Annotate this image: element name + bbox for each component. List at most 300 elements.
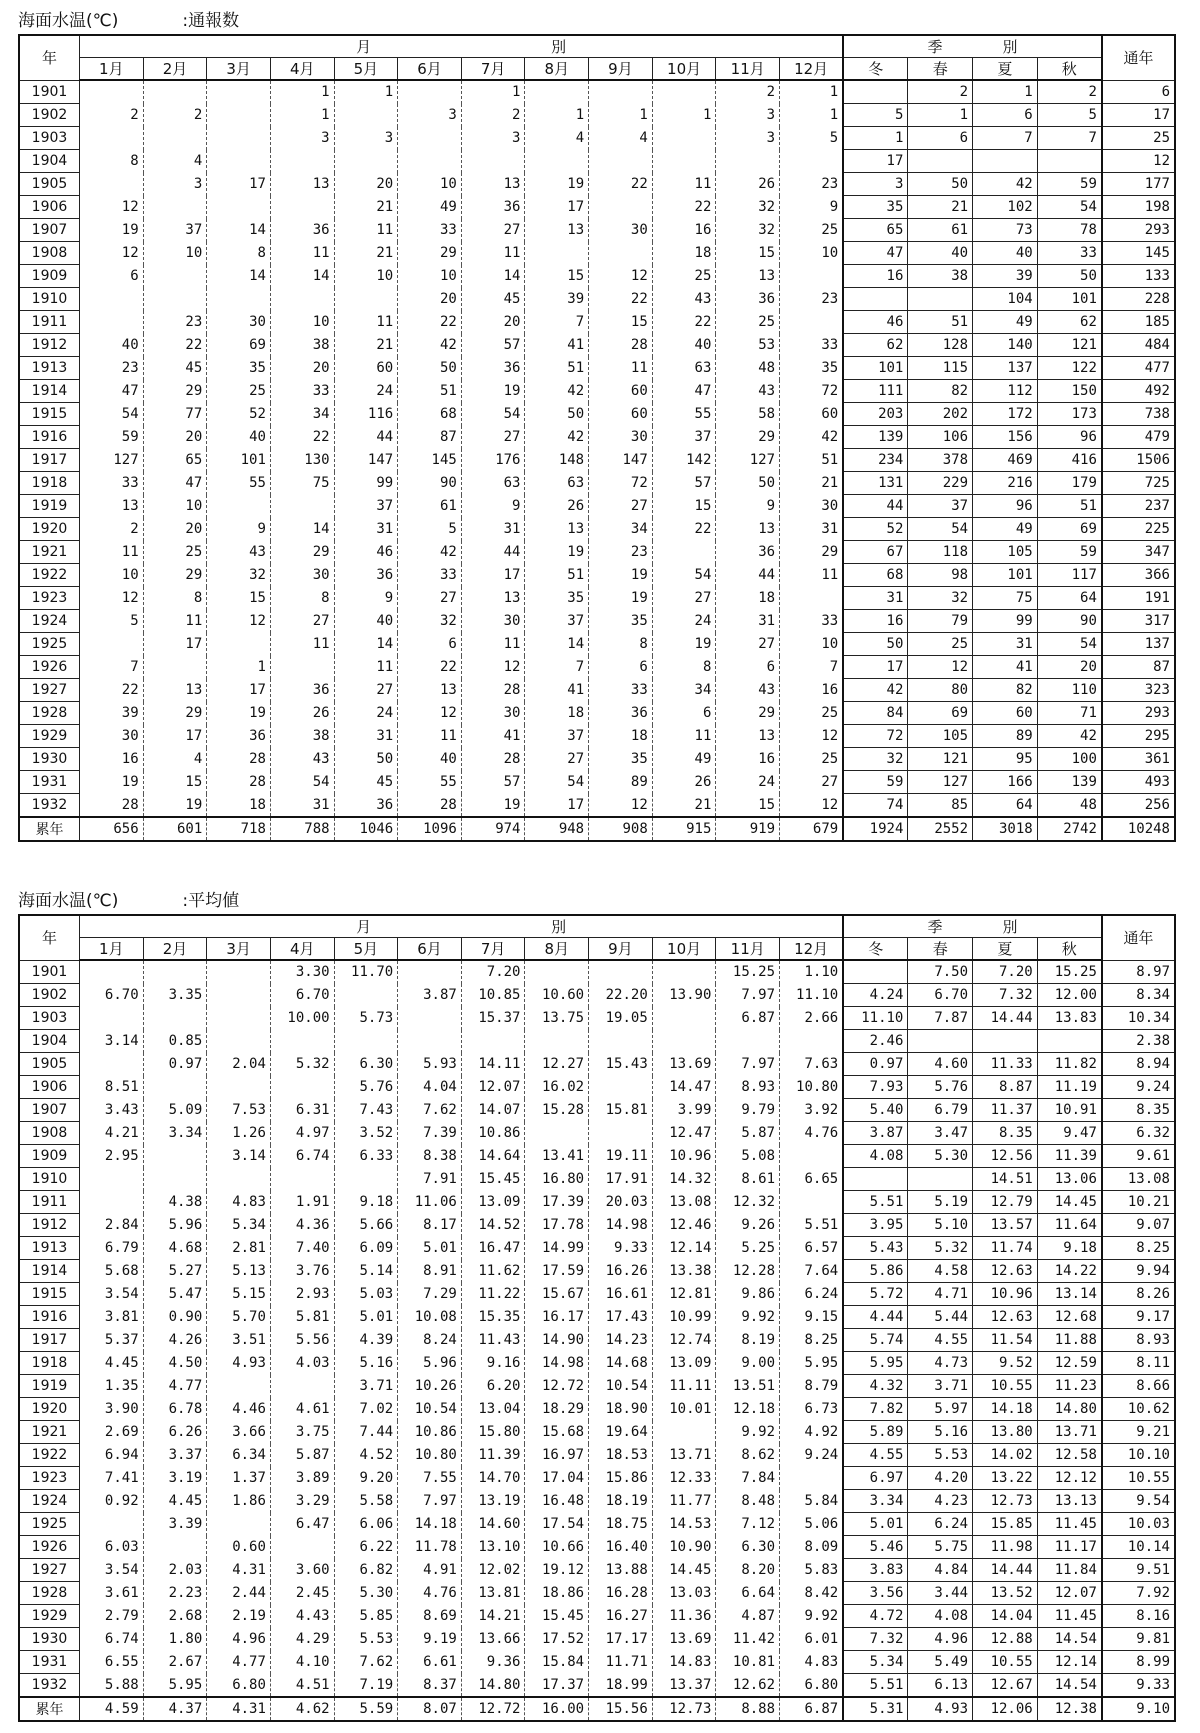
value-cell: 30 — [589, 219, 653, 242]
table-row — [19, 472, 1175, 495]
value-cell: 9.52 — [973, 1352, 1038, 1375]
value-cell: 60 — [589, 380, 653, 403]
table-row — [19, 541, 1175, 564]
value-cell: 30 — [461, 702, 525, 725]
value-cell: 38 — [270, 725, 334, 748]
value-cell: 11.45 — [1037, 1605, 1102, 1628]
total-row — [19, 817, 1175, 841]
value-cell: 33 — [270, 380, 334, 403]
value-cell — [270, 196, 334, 219]
value-cell: 28 — [207, 771, 271, 794]
value-cell: 5.43 — [843, 1237, 908, 1260]
table-row — [19, 265, 1175, 288]
value-cell: 21 — [908, 196, 973, 219]
value-cell: 137 — [973, 357, 1038, 380]
value-cell: 64 — [973, 794, 1038, 818]
value-cell: 6.24 — [780, 1283, 844, 1306]
value-cell: 127 — [908, 771, 973, 794]
value-cell: 9.17 — [1102, 1306, 1175, 1329]
value-cell: 5.32 — [270, 1053, 334, 1076]
value-cell: 34 — [270, 403, 334, 426]
value-cell: 13 — [716, 265, 780, 288]
value-cell: 4.59 — [80, 1697, 144, 1721]
value-cell: 17.91 — [589, 1168, 653, 1191]
value-cell — [525, 150, 589, 173]
value-cell: 25 — [143, 541, 207, 564]
value-cell: 10.96 — [973, 1283, 1038, 1306]
value-cell: 5.06 — [780, 1513, 844, 1536]
value-cell: 11 — [589, 357, 653, 380]
value-cell: 32 — [398, 610, 462, 633]
table-row — [19, 1145, 1175, 1168]
value-cell: 3.37 — [143, 1444, 207, 1467]
value-cell — [80, 1168, 144, 1191]
value-cell: 15.25 — [1037, 960, 1102, 984]
value-cell: 3 — [843, 173, 908, 196]
table-row — [19, 984, 1175, 1007]
value-cell: 2.04 — [207, 1053, 271, 1076]
value-cell: 7 — [1037, 127, 1102, 150]
value-cell: 31 — [334, 725, 398, 748]
value-cell: 16.26 — [589, 1260, 653, 1283]
value-cell — [334, 150, 398, 173]
value-cell: 96 — [973, 495, 1038, 518]
value-cell: 11.45 — [1037, 1513, 1102, 1536]
value-cell — [143, 265, 207, 288]
value-cell: 12 — [780, 794, 844, 818]
value-cell: 7.32 — [843, 1628, 908, 1651]
value-cell: 4.92 — [780, 1421, 844, 1444]
month-header: 7月 — [461, 58, 525, 81]
table-row — [19, 1168, 1175, 1191]
value-cell: 8.93 — [716, 1076, 780, 1099]
value-cell: 27 — [525, 748, 589, 771]
value-cell: 14.51 — [973, 1168, 1038, 1191]
value-cell: 11 — [80, 541, 144, 564]
season-header: 春 — [908, 938, 973, 961]
month-header: 8月 — [525, 938, 589, 961]
value-cell: 4.60 — [908, 1053, 973, 1076]
value-cell — [207, 127, 271, 150]
value-cell: 9 — [207, 518, 271, 541]
month-header: 9月 — [589, 938, 653, 961]
table-row — [19, 748, 1175, 771]
value-cell: 40 — [334, 610, 398, 633]
value-cell: 44 — [843, 495, 908, 518]
value-cell: 13.38 — [652, 1260, 716, 1283]
table-row — [19, 426, 1175, 449]
value-cell: 59 — [80, 426, 144, 449]
value-cell: 4.21 — [80, 1122, 144, 1145]
value-cell: 7.63 — [780, 1053, 844, 1076]
season-group-header: 季 別 — [843, 915, 1102, 938]
value-cell: 25 — [780, 748, 844, 771]
table-row — [19, 1214, 1175, 1237]
value-cell: 13.14 — [1037, 1283, 1102, 1306]
value-cell: 323 — [1102, 679, 1175, 702]
value-cell: 71 — [1037, 702, 1102, 725]
year-cell: 1927 — [19, 679, 80, 702]
value-cell — [780, 1030, 844, 1053]
total-row — [19, 1697, 1175, 1721]
value-cell: 256 — [1102, 794, 1175, 818]
value-cell: 16.80 — [525, 1168, 589, 1191]
value-cell: 5.76 — [334, 1076, 398, 1099]
value-cell: 31 — [334, 518, 398, 541]
value-cell: 10.62 — [1102, 1398, 1175, 1421]
value-cell: 16.02 — [525, 1076, 589, 1099]
value-cell: 5.51 — [843, 1191, 908, 1214]
value-cell: 11.77 — [652, 1490, 716, 1513]
table-row — [19, 1582, 1175, 1605]
value-cell — [525, 1122, 589, 1145]
table-row — [19, 1007, 1175, 1030]
report-count-section — [18, 8, 1176, 842]
value-cell: 5.16 — [334, 1352, 398, 1375]
value-cell: 22 — [80, 679, 144, 702]
value-cell: 19 — [525, 173, 589, 196]
value-cell: 3.44 — [908, 1582, 973, 1605]
value-cell: 4.24 — [843, 984, 908, 1007]
value-cell: 36 — [334, 794, 398, 818]
value-cell: 166 — [973, 771, 1038, 794]
value-cell: 33 — [398, 564, 462, 587]
year-cell: 1930 — [19, 748, 80, 771]
value-cell: 295 — [1102, 725, 1175, 748]
value-cell: 20 — [398, 288, 462, 311]
value-cell — [143, 1536, 207, 1559]
value-cell: 43 — [716, 380, 780, 403]
value-cell — [973, 150, 1038, 173]
year-cell: 1906 — [19, 196, 80, 219]
value-cell: 10 — [780, 242, 844, 265]
value-cell: 26 — [652, 771, 716, 794]
month-header: 12月 — [780, 58, 844, 81]
value-cell: 24 — [652, 610, 716, 633]
value-cell: 4.45 — [80, 1352, 144, 1375]
value-cell: 15.84 — [525, 1651, 589, 1674]
month-header: 9月 — [589, 58, 653, 81]
value-cell: 15.35 — [461, 1306, 525, 1329]
value-cell: 2.79 — [80, 1605, 144, 1628]
value-cell: 10.99 — [652, 1306, 716, 1329]
value-cell — [207, 1168, 271, 1191]
value-cell: 13 — [398, 679, 462, 702]
value-cell: 9.36 — [461, 1651, 525, 1674]
value-cell: 15 — [716, 242, 780, 265]
value-cell: 1 — [780, 104, 844, 127]
value-cell: 14 — [270, 265, 334, 288]
value-cell: 1 — [780, 80, 844, 104]
value-cell: 28 — [398, 794, 462, 818]
average-value-table — [18, 914, 1176, 1722]
value-cell: 54 — [652, 564, 716, 587]
year-cell: 1908 — [19, 242, 80, 265]
value-cell: 13.90 — [652, 984, 716, 1007]
value-cell: 8.17 — [398, 1214, 462, 1237]
value-cell: 22 — [589, 173, 653, 196]
value-cell: 237 — [1102, 495, 1175, 518]
value-cell: 13 — [80, 495, 144, 518]
value-cell: 13.66 — [461, 1628, 525, 1651]
value-cell: 7.02 — [334, 1398, 398, 1421]
value-cell: 32 — [843, 748, 908, 771]
value-cell: 20 — [143, 426, 207, 449]
value-cell: 9.33 — [589, 1237, 653, 1260]
value-cell: 9 — [334, 587, 398, 610]
value-cell: 12 — [1102, 150, 1175, 173]
value-cell: 46 — [334, 541, 398, 564]
value-cell: 16.97 — [525, 1444, 589, 1467]
value-cell — [207, 1007, 271, 1030]
value-cell: 7.20 — [461, 960, 525, 984]
value-cell: 2 — [461, 104, 525, 127]
value-cell: 919 — [716, 817, 780, 841]
value-cell: 3 — [143, 173, 207, 196]
value-cell: 13 — [461, 173, 525, 196]
value-cell: 13 — [525, 518, 589, 541]
value-cell: 19 — [461, 794, 525, 818]
value-cell: 18.86 — [525, 1582, 589, 1605]
value-cell: 29 — [143, 380, 207, 403]
value-cell: 4.76 — [398, 1582, 462, 1605]
value-cell: 172 — [973, 403, 1038, 426]
value-cell: 29 — [270, 541, 334, 564]
value-cell: 147 — [334, 449, 398, 472]
value-cell: 347 — [1102, 541, 1175, 564]
value-cell: 25 — [207, 380, 271, 403]
value-cell: 49 — [973, 311, 1038, 334]
value-cell: 601 — [143, 817, 207, 841]
value-cell: 12.02 — [461, 1559, 525, 1582]
value-cell: 14.99 — [525, 1237, 589, 1260]
value-cell: 4.87 — [716, 1605, 780, 1628]
value-cell: 13.52 — [973, 1582, 1038, 1605]
value-cell — [908, 1168, 973, 1191]
value-cell: 4.31 — [207, 1697, 271, 1721]
value-cell: 29 — [716, 426, 780, 449]
value-cell: 15.43 — [589, 1053, 653, 1076]
value-cell: 19 — [589, 564, 653, 587]
value-cell: 9.94 — [1102, 1260, 1175, 1283]
value-cell: 10.86 — [461, 1122, 525, 1145]
value-cell: 16 — [780, 679, 844, 702]
value-cell: 13.71 — [1037, 1421, 1102, 1444]
value-cell: 202 — [908, 403, 973, 426]
value-cell: 3.30 — [270, 960, 334, 984]
value-cell: 72 — [780, 380, 844, 403]
value-cell: 9.51 — [1102, 1559, 1175, 1582]
value-cell: 5.97 — [908, 1398, 973, 1421]
value-cell: 90 — [398, 472, 462, 495]
value-cell: 22 — [652, 518, 716, 541]
value-cell — [207, 984, 271, 1007]
table-row — [19, 794, 1175, 818]
value-cell: 7.41 — [80, 1467, 144, 1490]
value-cell: 15.25 — [716, 960, 780, 984]
year-cell: 1908 — [19, 1122, 80, 1145]
value-cell: 7 — [525, 311, 589, 334]
value-cell: 8 — [143, 587, 207, 610]
table-row — [19, 334, 1175, 357]
year-cell: 1917 — [19, 449, 80, 472]
value-cell — [908, 150, 973, 173]
value-cell: 16.40 — [589, 1536, 653, 1559]
table-row — [19, 1467, 1175, 1490]
value-cell: 12.88 — [973, 1628, 1038, 1651]
value-cell — [270, 1536, 334, 1559]
value-cell: 21 — [780, 472, 844, 495]
value-cell: 82 — [973, 679, 1038, 702]
value-cell: 13.08 — [1102, 1168, 1175, 1191]
value-cell: 5.84 — [780, 1490, 844, 1513]
value-cell: 13.37 — [652, 1674, 716, 1698]
value-cell: 10.14 — [1102, 1536, 1175, 1559]
value-cell: 20 — [143, 518, 207, 541]
value-cell: 11.39 — [1037, 1145, 1102, 1168]
value-cell: 4.77 — [143, 1375, 207, 1398]
value-cell: 17 — [525, 794, 589, 818]
value-cell — [843, 960, 908, 984]
value-cell: 5.40 — [843, 1099, 908, 1122]
value-cell: 14 — [207, 219, 271, 242]
value-cell: 3.29 — [270, 1490, 334, 1513]
value-cell: 23 — [780, 288, 844, 311]
value-cell: 3.99 — [652, 1099, 716, 1122]
table-row — [19, 1513, 1175, 1536]
value-cell: 10.90 — [652, 1536, 716, 1559]
value-cell — [207, 104, 271, 127]
value-cell: 34 — [652, 679, 716, 702]
table-row — [19, 587, 1175, 610]
value-cell: 51 — [780, 449, 844, 472]
value-cell: 6.55 — [80, 1651, 144, 1674]
value-cell: 0.85 — [143, 1030, 207, 1053]
value-cell: 9.21 — [1102, 1421, 1175, 1444]
value-cell — [780, 265, 844, 288]
value-cell: 29 — [398, 242, 462, 265]
value-cell: 21 — [334, 334, 398, 357]
value-cell — [652, 127, 716, 150]
value-cell: 5.95 — [143, 1674, 207, 1698]
value-cell: 10.54 — [398, 1398, 462, 1421]
value-cell: 39 — [973, 265, 1038, 288]
value-cell: 13.81 — [461, 1582, 525, 1605]
month-header: 5月 — [334, 938, 398, 961]
value-cell: 30 — [80, 725, 144, 748]
value-cell — [270, 656, 334, 679]
value-cell: 6.87 — [716, 1007, 780, 1030]
value-cell: 7 — [973, 127, 1038, 150]
value-cell: 12.27 — [525, 1053, 589, 1076]
value-cell: 12.18 — [716, 1398, 780, 1421]
value-cell: 5.14 — [334, 1260, 398, 1283]
value-cell: 173 — [1037, 403, 1102, 426]
table-row — [19, 403, 1175, 426]
value-cell: 11 — [652, 173, 716, 196]
value-cell: 8.62 — [716, 1444, 780, 1467]
value-cell: 4.45 — [143, 1490, 207, 1513]
value-cell: 6.61 — [398, 1651, 462, 1674]
value-cell: 479 — [1102, 426, 1175, 449]
value-cell: 9.19 — [398, 1628, 462, 1651]
value-cell — [525, 80, 589, 104]
value-cell: 0.90 — [143, 1306, 207, 1329]
value-cell: 128 — [908, 334, 973, 357]
year-cell: 1927 — [19, 1559, 80, 1582]
month-header: 4月 — [270, 938, 334, 961]
value-cell — [334, 288, 398, 311]
year-cell: 1909 — [19, 265, 80, 288]
value-cell: 6 — [80, 265, 144, 288]
value-cell: 12.74 — [652, 1329, 716, 1352]
value-cell: 13.80 — [973, 1421, 1038, 1444]
value-cell: 8.79 — [780, 1375, 844, 1398]
value-cell: 99 — [334, 472, 398, 495]
value-cell: 6.80 — [780, 1674, 844, 1698]
value-cell: 7.82 — [843, 1398, 908, 1421]
value-cell: 99 — [973, 610, 1038, 633]
value-cell: 5.95 — [843, 1352, 908, 1375]
value-cell: 8.69 — [398, 1605, 462, 1628]
value-cell: 137 — [1102, 633, 1175, 656]
value-cell: 4.03 — [270, 1352, 334, 1375]
value-cell: 5.27 — [143, 1260, 207, 1283]
value-cell: 4.91 — [398, 1559, 462, 1582]
table-row — [19, 242, 1175, 265]
value-cell: 10.86 — [398, 1421, 462, 1444]
year-cell: 1928 — [19, 1582, 80, 1605]
value-cell: 9.79 — [716, 1099, 780, 1122]
value-cell: 3.39 — [143, 1513, 207, 1536]
value-cell: 15.80 — [461, 1421, 525, 1444]
value-cell: 18.53 — [589, 1444, 653, 1467]
value-cell: 116 — [334, 403, 398, 426]
value-cell — [207, 495, 271, 518]
value-cell: 7.64 — [780, 1260, 844, 1283]
value-cell: 4.96 — [207, 1628, 271, 1651]
value-cell: 69 — [1037, 518, 1102, 541]
value-cell: 15 — [652, 495, 716, 518]
value-cell: 6.13 — [908, 1674, 973, 1698]
month-header: 7月 — [461, 938, 525, 961]
value-cell: 32 — [716, 219, 780, 242]
table-caption — [18, 8, 1176, 34]
value-cell: 10.96 — [652, 1145, 716, 1168]
value-cell: 19 — [589, 587, 653, 610]
value-cell: 5.34 — [843, 1651, 908, 1674]
value-cell: 10.81 — [716, 1651, 780, 1674]
value-cell: 62 — [1037, 311, 1102, 334]
value-cell: 5.89 — [843, 1421, 908, 1444]
value-cell: 10.08 — [398, 1306, 462, 1329]
value-cell: 2 — [80, 518, 144, 541]
value-cell: 49 — [398, 196, 462, 219]
value-cell: 12.47 — [652, 1122, 716, 1145]
value-cell: 15.45 — [461, 1168, 525, 1191]
value-cell: 8 — [80, 150, 144, 173]
value-cell: 44 — [461, 541, 525, 564]
value-cell: 17 — [461, 564, 525, 587]
value-cell: 948 — [525, 817, 589, 841]
value-cell: 13.13 — [1037, 1490, 1102, 1513]
value-cell: 2 — [716, 80, 780, 104]
value-cell: 41 — [525, 334, 589, 357]
value-cell: 6.74 — [270, 1145, 334, 1168]
value-cell: 4.51 — [270, 1674, 334, 1698]
year-cell: 1932 — [19, 1674, 80, 1698]
value-cell: 6 — [589, 656, 653, 679]
